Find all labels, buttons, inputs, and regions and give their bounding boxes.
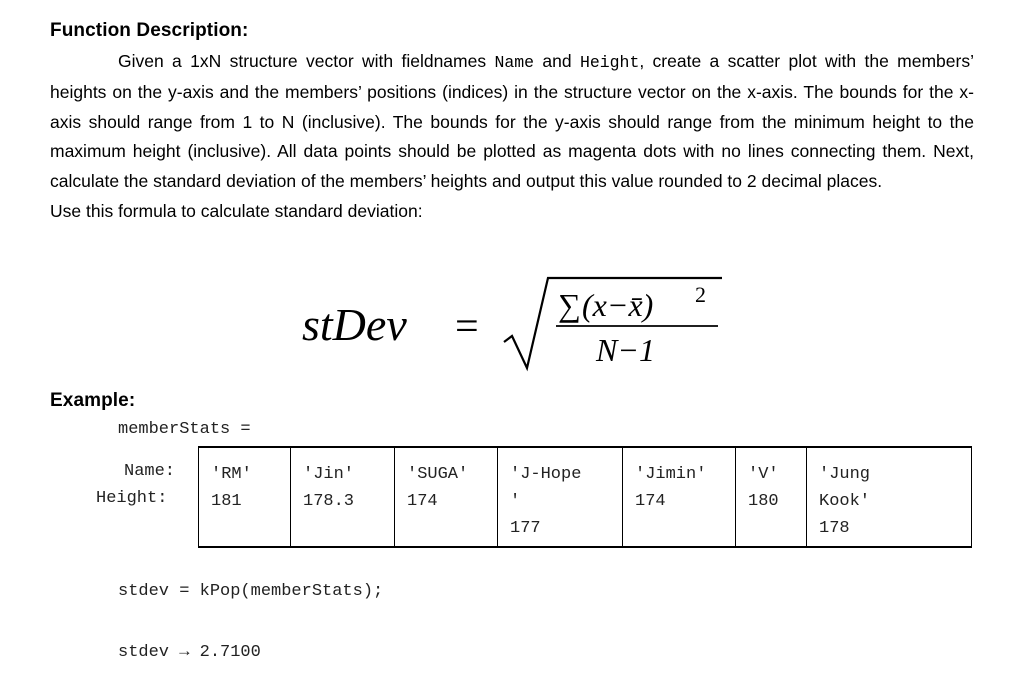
height-row-label: Height: — [96, 489, 168, 508]
fieldname-height: Height — [579, 53, 640, 72]
std-dev-formula — [290, 268, 730, 378]
function-description-heading: Function Description: — [50, 20, 249, 41]
member-height: 180 — [748, 492, 779, 511]
formula-equals: = — [455, 304, 479, 350]
member-column — [291, 448, 395, 546]
struct-variable-line: memberStats = — [118, 420, 251, 439]
result-line: stdev → 2.7100 — [118, 643, 261, 662]
formula-exponent: 2 — [695, 282, 706, 307]
member-height: 174 — [407, 492, 438, 511]
member-column — [623, 448, 736, 546]
fieldname-name: Name — [494, 53, 535, 72]
member-name: 'Jung Kook' — [819, 465, 871, 511]
member-column — [736, 448, 807, 546]
formula-denominator: N−1 — [596, 332, 655, 368]
member-name: 'J-Hope ' — [510, 465, 582, 511]
formula-lhs: stDev — [302, 299, 407, 350]
member-height: 178.3 — [303, 492, 355, 511]
description-and: and — [534, 51, 580, 71]
member-name: 'Jin' — [303, 465, 355, 484]
member-height: 174 — [635, 492, 666, 511]
member-column — [498, 448, 623, 546]
member-stats-table — [198, 446, 972, 548]
member-name: 'V' — [748, 465, 779, 484]
formula-graphic — [290, 268, 730, 378]
member-column — [807, 448, 970, 546]
formula-sigma: ∑ — [558, 287, 581, 323]
description-paragraph — [50, 47, 974, 227]
member-name: 'SUGA' — [407, 465, 469, 484]
formula-numerator: (x−x̄) — [582, 287, 654, 323]
example-heading: Example: — [50, 390, 136, 411]
member-column — [395, 448, 498, 546]
member-height: 181 — [211, 492, 242, 511]
description-intro: Given a 1xN structure vector with fieldnames — [118, 51, 495, 71]
member-column — [199, 448, 291, 546]
formula-intro: Use this formula to calculate standard deviation: — [50, 200, 423, 221]
member-height: 178 — [819, 519, 850, 538]
function-call-line: stdev = kPop(memberStats); — [118, 582, 384, 601]
name-row-label: Name: — [124, 462, 176, 481]
member-name: 'Jimin' — [635, 465, 707, 484]
member-name: 'RM' — [211, 465, 252, 484]
member-height: 177 — [510, 519, 541, 538]
description-body: , create a scatter plot with the members’ heights on the y-axis and the members’ positions (indices) in the structure vector on the x-axis. The bounds for the x-axis should range from 1 to N (inclusive). The bounds for the y-axis should range from the minimum height to the maximum height (inclusive). All data points should be plotted as magenta dots with no lines connecting them. Next, calculate the standard deviation of the members’ heights and output this value rounded to 2 decimal places. — [50, 51, 974, 192]
